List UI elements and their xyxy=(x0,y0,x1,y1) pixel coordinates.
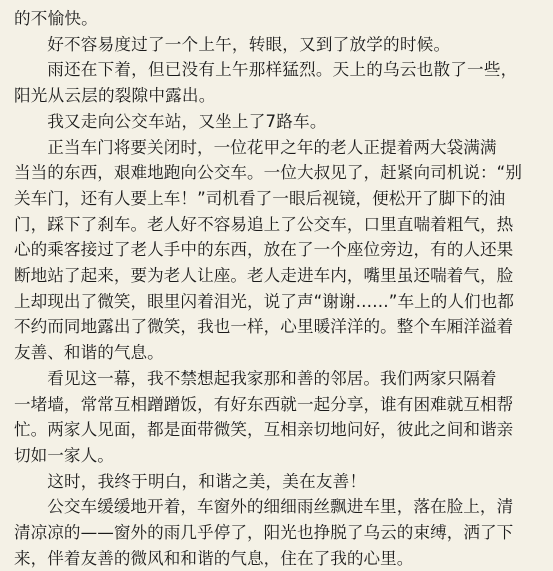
text-line: 心的乘客接过了老人手中的东西，放在了一个座位旁边，有的人还果 xyxy=(14,240,514,260)
text-line: 友善、和谐的气息。 xyxy=(14,343,164,363)
text-line: 清凉凉的——窗外的雨几乎停了，阳光也挣脱了乌云的束缚，洒了下 xyxy=(14,523,514,543)
text-line: 上却现出了微笑，眼里闪着泪光，说了声“谢谢……”车上的人们也都 xyxy=(14,291,514,311)
paragraph-4 xyxy=(14,109,541,135)
text-line: 看见这一幕，我不禁想起我家那和善的邻居。我们两家只隔着 xyxy=(47,368,497,388)
text-line: 正当车门将要关闭时，一位花甲之年的老人正提着两大袋满满 xyxy=(47,137,497,157)
document-body xyxy=(14,6,541,571)
paragraph-8 xyxy=(14,494,541,571)
paragraph-3 xyxy=(14,57,541,108)
text-line: 来，伴着友善的微风和和谐的气息，住在了我的心里。 xyxy=(14,548,414,568)
paragraph-7 xyxy=(14,469,541,495)
paragraph-1 xyxy=(14,6,541,32)
text-line: 切如一家人。 xyxy=(14,445,114,465)
text-line: 阳光从云层的裂隙中露出。 xyxy=(14,86,216,106)
text-line: 忙。两家人见面，都是面带微笑，互相亲切地问好，彼此之间和谐亲 xyxy=(14,420,514,440)
text-line: 雨还在下着，但已没有上午那样猛烈。天上的乌云也散了一些， xyxy=(47,60,518,80)
text-line: 我又走向公交车站，又坐上了7路车。 xyxy=(47,111,327,131)
paragraph-6 xyxy=(14,366,541,469)
text-line: 一堵墙，常常互相蹭蹭饭，有好东西就一起分享，谁有困难就互相帮 xyxy=(14,394,514,414)
text-line: 当当的东西，艰难地跑向公交车。一位大叔见了，赶紧向司机说：“别 xyxy=(14,163,522,183)
text-line: 的不愉快。 xyxy=(14,9,98,28)
text-line: 门，踩下了刹车。老人好不容易追上了公交车，口里直喘着粗气，热 xyxy=(14,214,514,234)
paragraph-2 xyxy=(14,32,541,58)
text-line: 断地站了起来，要为老人让座。老人走进车内，嘴里虽还喘着气，脸 xyxy=(14,266,514,286)
text-line: 好不容易度过了一个上午，转眼，又到了放学的时候。 xyxy=(47,34,451,54)
text-line: 不约而同地露出了微笑，我也一样，心里暖洋洋的。整个车厢洋溢着 xyxy=(14,317,514,337)
text-line: 公交车缓缓地开着，车窗外的细细雨丝飘进车里，落在脸上，清 xyxy=(47,497,514,517)
text-line: 这时，我终于明白，和谐之美，美在友善！ xyxy=(47,471,367,491)
paragraph-5 xyxy=(14,135,541,366)
text-line: 关车门，还有人要上车！”司机看了一眼后视镜，便松开了脚下的油 xyxy=(14,188,506,208)
